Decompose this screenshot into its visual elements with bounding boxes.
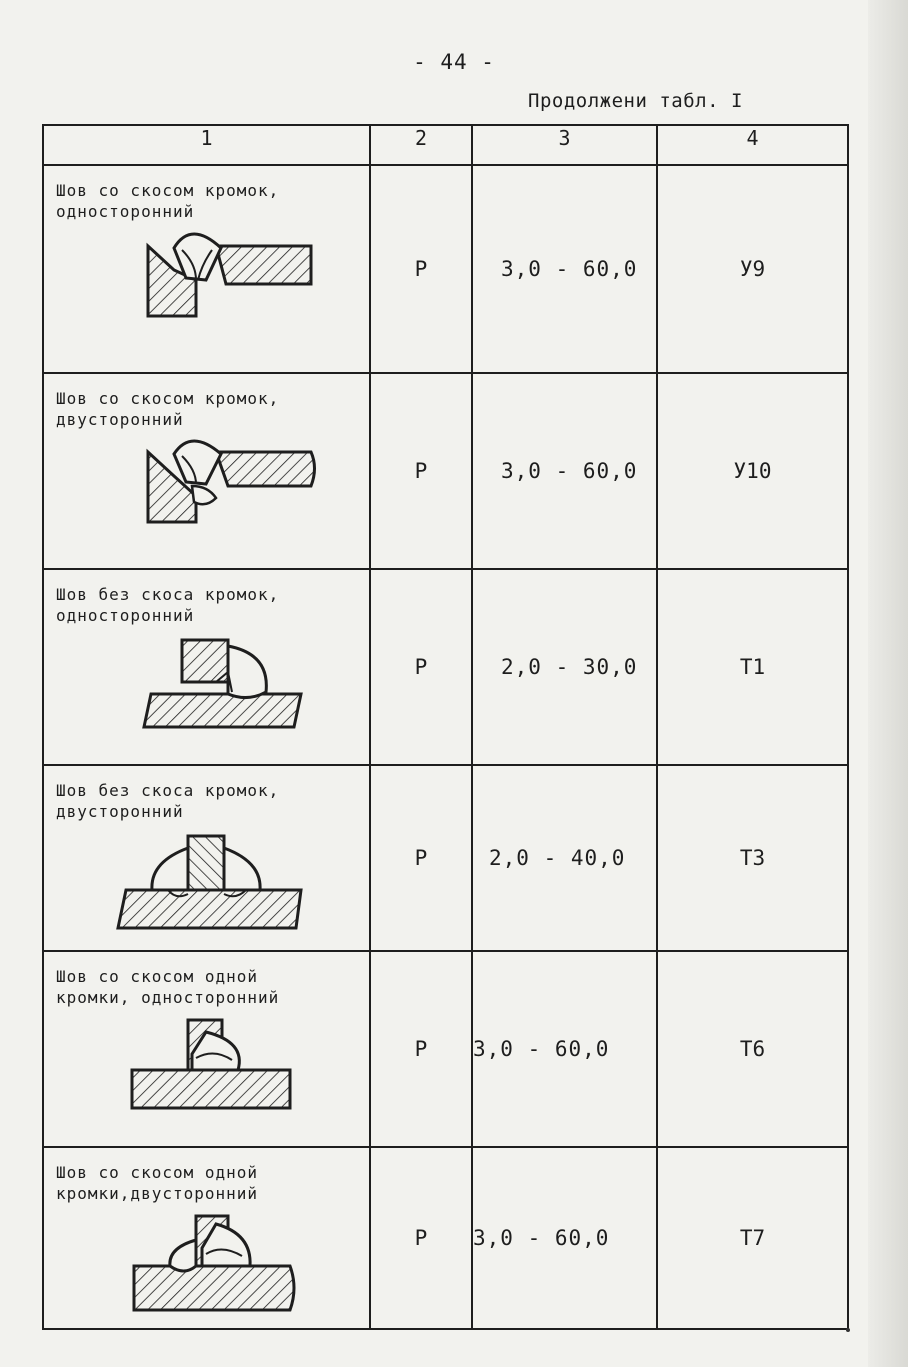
joint-description: Шов без скоса кромок, односторонний [56, 585, 280, 625]
joint-description-cell [43, 373, 370, 569]
thickness-range-cell [472, 951, 657, 1147]
column-header: 3 [472, 125, 657, 165]
joint-description: Шов со скосом одной кромки,двусторонний [56, 1163, 259, 1203]
table-row [43, 765, 848, 951]
thickness-range-cell [472, 165, 657, 373]
thickness-range: 3,0 - 60,0 [501, 459, 638, 483]
joint-description: Шов со скосом кромок, односторонний [56, 181, 280, 221]
scan-speck [846, 1328, 850, 1332]
joint-description-cell [43, 569, 370, 765]
table-row [43, 165, 848, 373]
thickness-range: 3,0 - 60,0 [473, 1037, 610, 1061]
table-row [43, 373, 848, 569]
joint-code-cell: Т6 [657, 951, 848, 1147]
joint-description: Шов со скосом кромок, двусторонний [56, 389, 280, 429]
table-row [43, 1147, 848, 1329]
thickness-range-cell [472, 765, 657, 951]
joint-description-cell [43, 165, 370, 373]
method-cell: Р [370, 765, 472, 951]
thickness-range: 3,0 - 60,0 [473, 1226, 610, 1250]
thickness-range: 3,0 - 60,0 [501, 257, 638, 281]
weld-sketch-corner-one-sided [56, 228, 356, 338]
joint-code-cell: У9 [657, 165, 848, 373]
weld-joint-table [42, 124, 849, 1330]
page-edge-shadow [868, 0, 908, 1367]
method-cell: Р [370, 951, 472, 1147]
column-header: 2 [370, 125, 472, 165]
method-cell: Р [370, 569, 472, 765]
weld-sketch-tee-two-sided [56, 828, 356, 940]
column-header: 4 [657, 125, 848, 165]
joint-code-cell: Т7 [657, 1147, 848, 1329]
joint-description: Шов со скосом одной кромки, односторонний [56, 967, 280, 1007]
joint-code-cell: У10 [657, 373, 848, 569]
table-continuation-label: Продолжени табл. I [528, 90, 743, 112]
thickness-range: 2,0 - 40,0 [489, 846, 626, 870]
table-row [43, 951, 848, 1147]
table-row [43, 569, 848, 765]
joint-description-cell [43, 765, 370, 951]
method-cell: Р [370, 373, 472, 569]
joint-code-cell: Т1 [657, 569, 848, 765]
thickness-range-cell [472, 569, 657, 765]
page-number: - 44 - [413, 50, 495, 74]
joint-description: Шов без скоса кромок, двусторонний [56, 781, 280, 821]
thickness-range: 2,0 - 30,0 [501, 655, 638, 679]
weld-sketch-tee-single-bevel-two-sided [56, 1210, 356, 1322]
joint-code-cell: Т3 [657, 765, 848, 951]
method-cell: Р [370, 1147, 472, 1329]
thickness-range-cell [472, 1147, 657, 1329]
weld-sketch-tee-one-sided [56, 632, 356, 742]
weld-sketch-corner-two-sided [56, 436, 356, 541]
weld-sketch-tee-single-bevel-one-sided [56, 1014, 356, 1129]
method-cell: Р [370, 165, 472, 373]
table-header-row [43, 125, 848, 165]
column-header: 1 [43, 125, 370, 165]
joint-description-cell [43, 951, 370, 1147]
thickness-range-cell [472, 373, 657, 569]
joint-description-cell [43, 1147, 370, 1329]
